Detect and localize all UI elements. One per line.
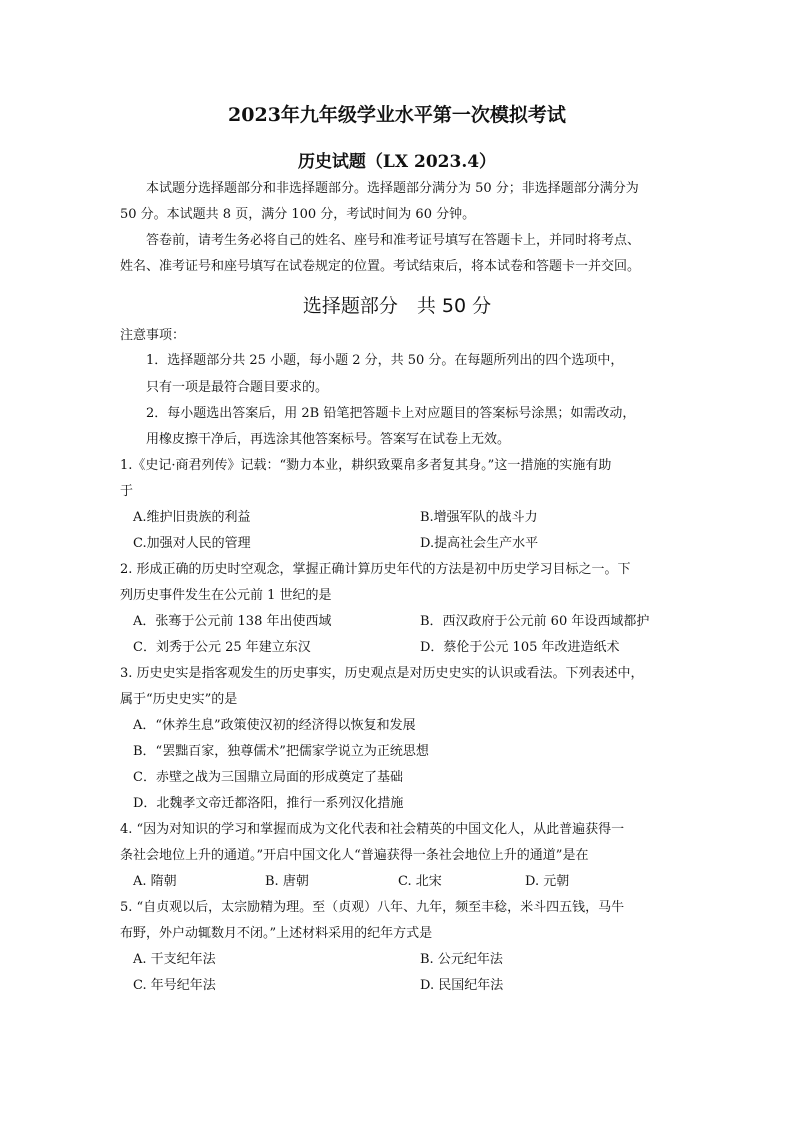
intro-line: 50 分。本试题共 8 页，满分 100 分，考试时间为 60 分钟。: [120, 207, 476, 222]
option-a: A. 干支纪年法: [133, 952, 216, 967]
question-stem: 3. 历史史实是指客观发生的历史事实，历史观点是对历史史实的认识或看法。下列表述中，: [120, 666, 644, 681]
option-d: D.提高社会生产水平: [420, 536, 539, 551]
option-d: D. 元朝: [525, 874, 570, 889]
option-c: C. 北宋: [398, 874, 442, 889]
exam-title: 2023年九年级学业水平第一次模拟考试: [228, 104, 566, 126]
note-line: 2．每小题选出答案后，用 2B 铅笔把答题卡上对应题目的答案标号涂黑；如需改动，: [146, 406, 636, 421]
option-d: D．蔡伦于公元 105 年改进造纸术: [420, 640, 620, 655]
option-a: A．张骞于公元前 138 年出使西域: [133, 614, 332, 629]
question-stem: 条社会地位上升的通道。”开启中国文化人“普遍获得一条社会地位上升的通道”是在: [120, 848, 589, 863]
option-b: B. 公元纪年法: [420, 952, 503, 967]
question-stem: 属于“历史史实”的是: [120, 692, 238, 707]
option-b: B.增强军队的战斗力: [420, 510, 538, 525]
intro-line: 答卷前，请考生务必将自己的姓名、座号和准考证号填写在答题卡上，并同时将考点、: [146, 233, 641, 248]
question-stem: 于: [120, 484, 134, 499]
question-stem: 列历史事件发生在公元前 1 世纪的是: [120, 588, 332, 603]
option-b: B．“罢黜百家，独尊儒术”把儒家学说立为正统思想: [133, 744, 429, 759]
note-line: 1．选择题部分共 25 小题，每小题 2 分，共 50 分。在每题所列出的四个选项中，: [146, 353, 624, 368]
intro-line: 姓名、准考证号和座号填写在试卷规定的位置。考试结束后，将本试卷和答题卡一并交回。: [120, 259, 641, 274]
option-c: C．刘秀于公元 25 年建立东汉: [133, 640, 311, 655]
question-stem: 2. 形成正确的历史时空观念，掌握正确计算历史年代的方法是初中历史学习目标之一。下: [120, 562, 631, 577]
option-a: A．“休养生息”政策使汉初的经济得以恢复和发展: [133, 718, 416, 733]
option-a: A. 隋朝: [133, 874, 177, 889]
exam-subtitle: 历史试题（LX 2023.4）: [297, 152, 497, 172]
question-stem: 布野，外户动辄数月不闭。”上述材料采用的纪年方式是: [120, 926, 433, 941]
option-c: C. 年号纪年法: [133, 978, 216, 993]
option-d: D．北魏孝文帝迁都洛阳，推行一系列汉化措施: [133, 796, 404, 811]
option-c: C.加强对人民的管理: [133, 536, 251, 551]
option-b: B. 唐朝: [265, 874, 309, 889]
question-stem: 1.《史记·商君列传》记载：“勠力本业，耕织致粟帛多者复其身。”这一措施的实施有助: [120, 458, 612, 473]
note-line: 用橡皮擦干净后，再选涂其他答案标号。答案写在试卷上无效。: [146, 432, 511, 447]
option-a: A.维护旧贵族的利益: [133, 510, 251, 525]
notes-title: 注意事项：: [120, 328, 186, 343]
option-b: B．西汉政府于公元前 60 年设西域都护: [420, 614, 650, 629]
question-stem: 5. “自贞观以后，太宗励精为理。至（贞观）八年、九年，频至丰稔，米斗四五钱，马牛: [120, 900, 625, 915]
question-stem: 4. “因为对知识的学习和掌握而成为文化代表和社会精英的中国文化人，从此普遍获得一: [120, 822, 625, 837]
option-d: D. 民国纪年法: [420, 978, 504, 993]
note-line: 只有一项是最符合题目要求的。: [146, 380, 329, 395]
section-title: 选择题部分 共 50 分: [302, 295, 492, 317]
intro-line: 本试题分选择题部分和非选择题部分。选择题部分满分为 50 分；非选择题部分满分为: [146, 181, 639, 196]
option-c: C．赤壁之战为三国鼎立局面的形成奠定了基础: [133, 770, 403, 785]
